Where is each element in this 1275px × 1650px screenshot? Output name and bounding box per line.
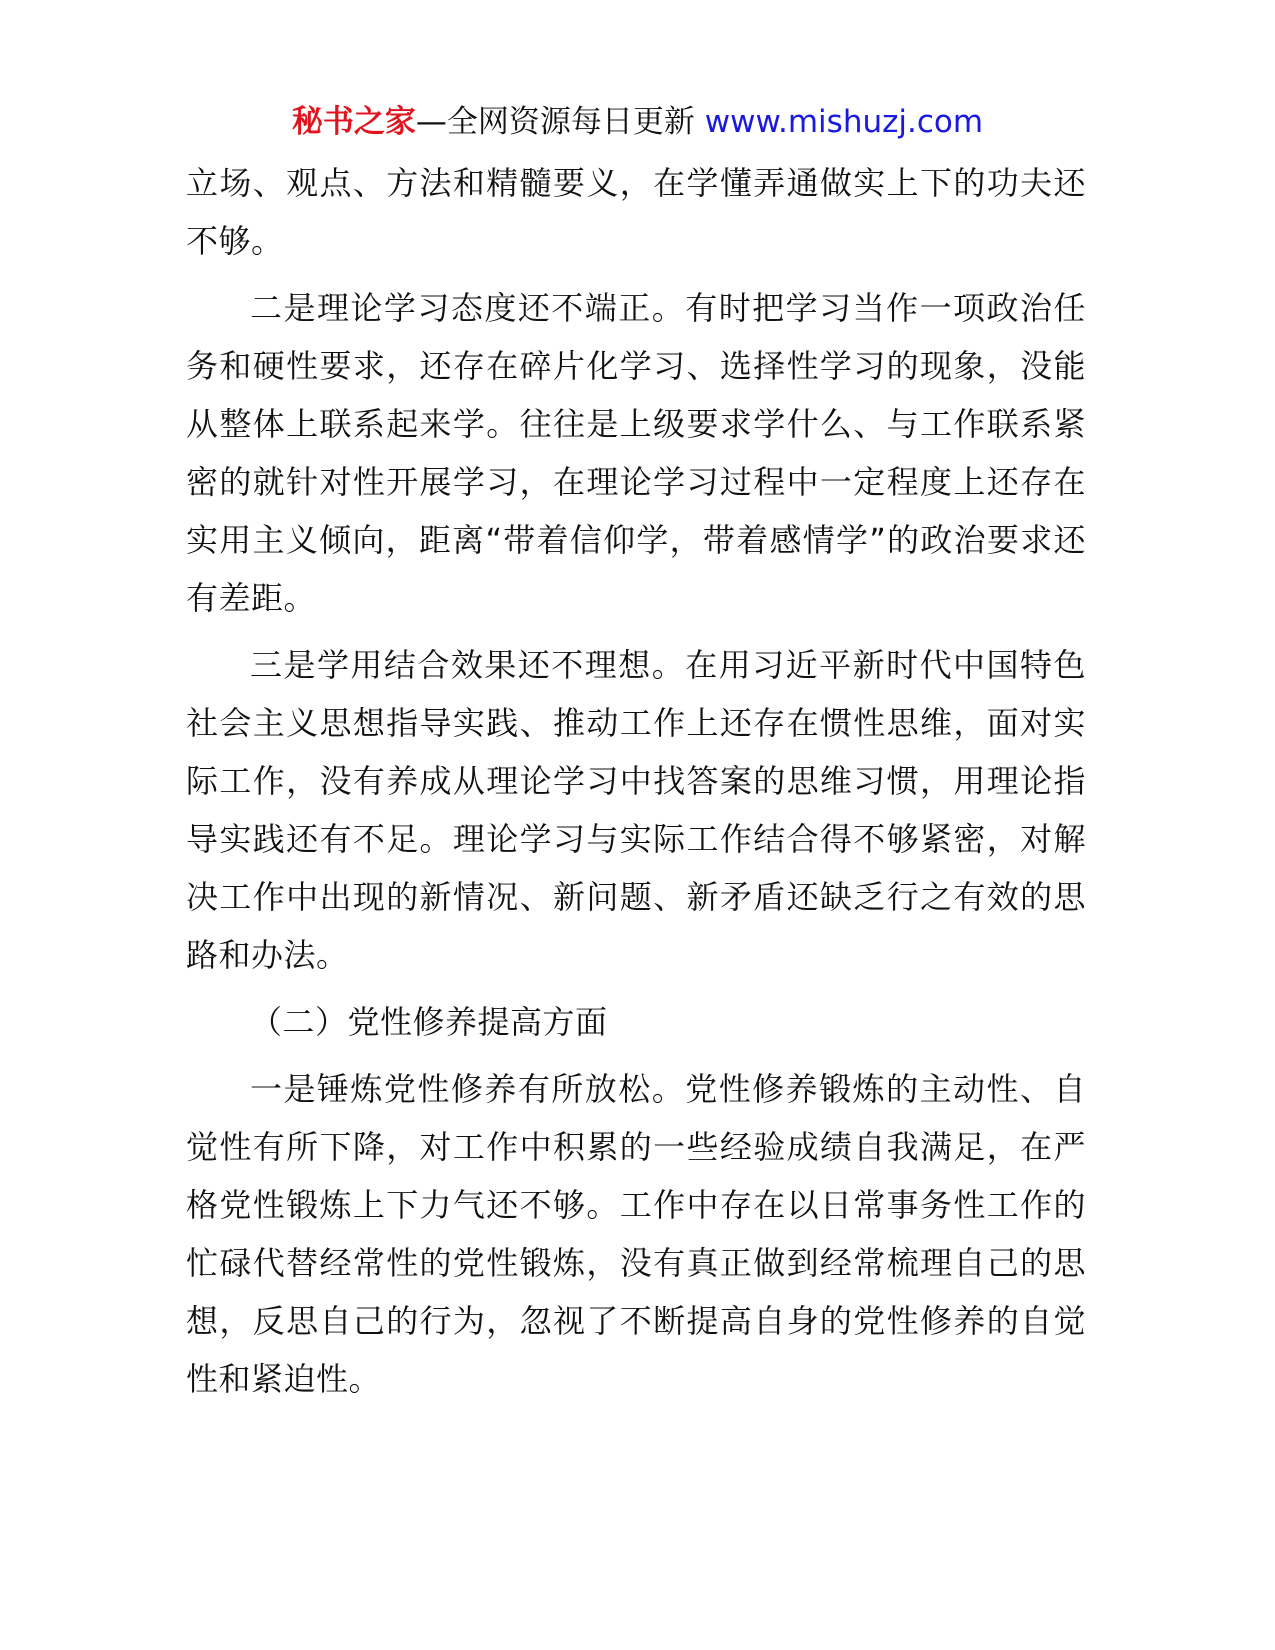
paragraph-continuation: 立场、观点、方法和精髓要义，在学懂弄通做实上下的功夫还不够。 [186,164,1086,260]
brand-name: 秘书之家 [291,104,416,140]
paragraph-study-application: 三是学用结合效果还不理想。在用习近平新时代中国特色社会主义思想指导实践、推动工作上还存在惯性思维，面对实际工作，没有养成从理论学习中找答案的思维习惯，用理论指导实践还有不足。理论学习与实际工作结合得不够紧密，对解决工作中出现的新情况、新问题、新矛盾还缺乏行之有效的思路和办法。 [186,646,1086,974]
document-body [186,154,1086,1417]
paragraph-party-cultivation: 一是锤炼党性修养有所放松。党性修养锻炼的主动性、自觉性有所下降，对工作中积累的一些经验成绩自我满足，在严格党性锻炼上下力气还不够。工作中存在以日常事务性工作的忙碌代替经常性的党性锻炼，没有真正做到经常梳理自己的思想，反思自己的行为，忽视了不断提高自身的党性修养的自觉性和紧迫性。 [186,1070,1086,1398]
website-link[interactable]: www.mishuzj.com [704,104,984,140]
section-heading: （二）党性修养提高方面 [250,1003,608,1041]
paragraph-theory-attitude: 二是理论学习态度还不端正。有时把学习当作一项政治任务和硬性要求，还存在碎片化学习、选择性学习的现象，没能从整体上联系起来学。往往是上级要求学什么、与工作联系紧密的就针对性开展学习，在理论学习过程中一定程度上还存在实用主义倾向，距离“带着信仰学，带着感情学”的政治要求还有差距。 [186,289,1086,617]
header-tagline: —全网资源每日更新 [415,104,705,140]
page-header [0,100,1275,144]
